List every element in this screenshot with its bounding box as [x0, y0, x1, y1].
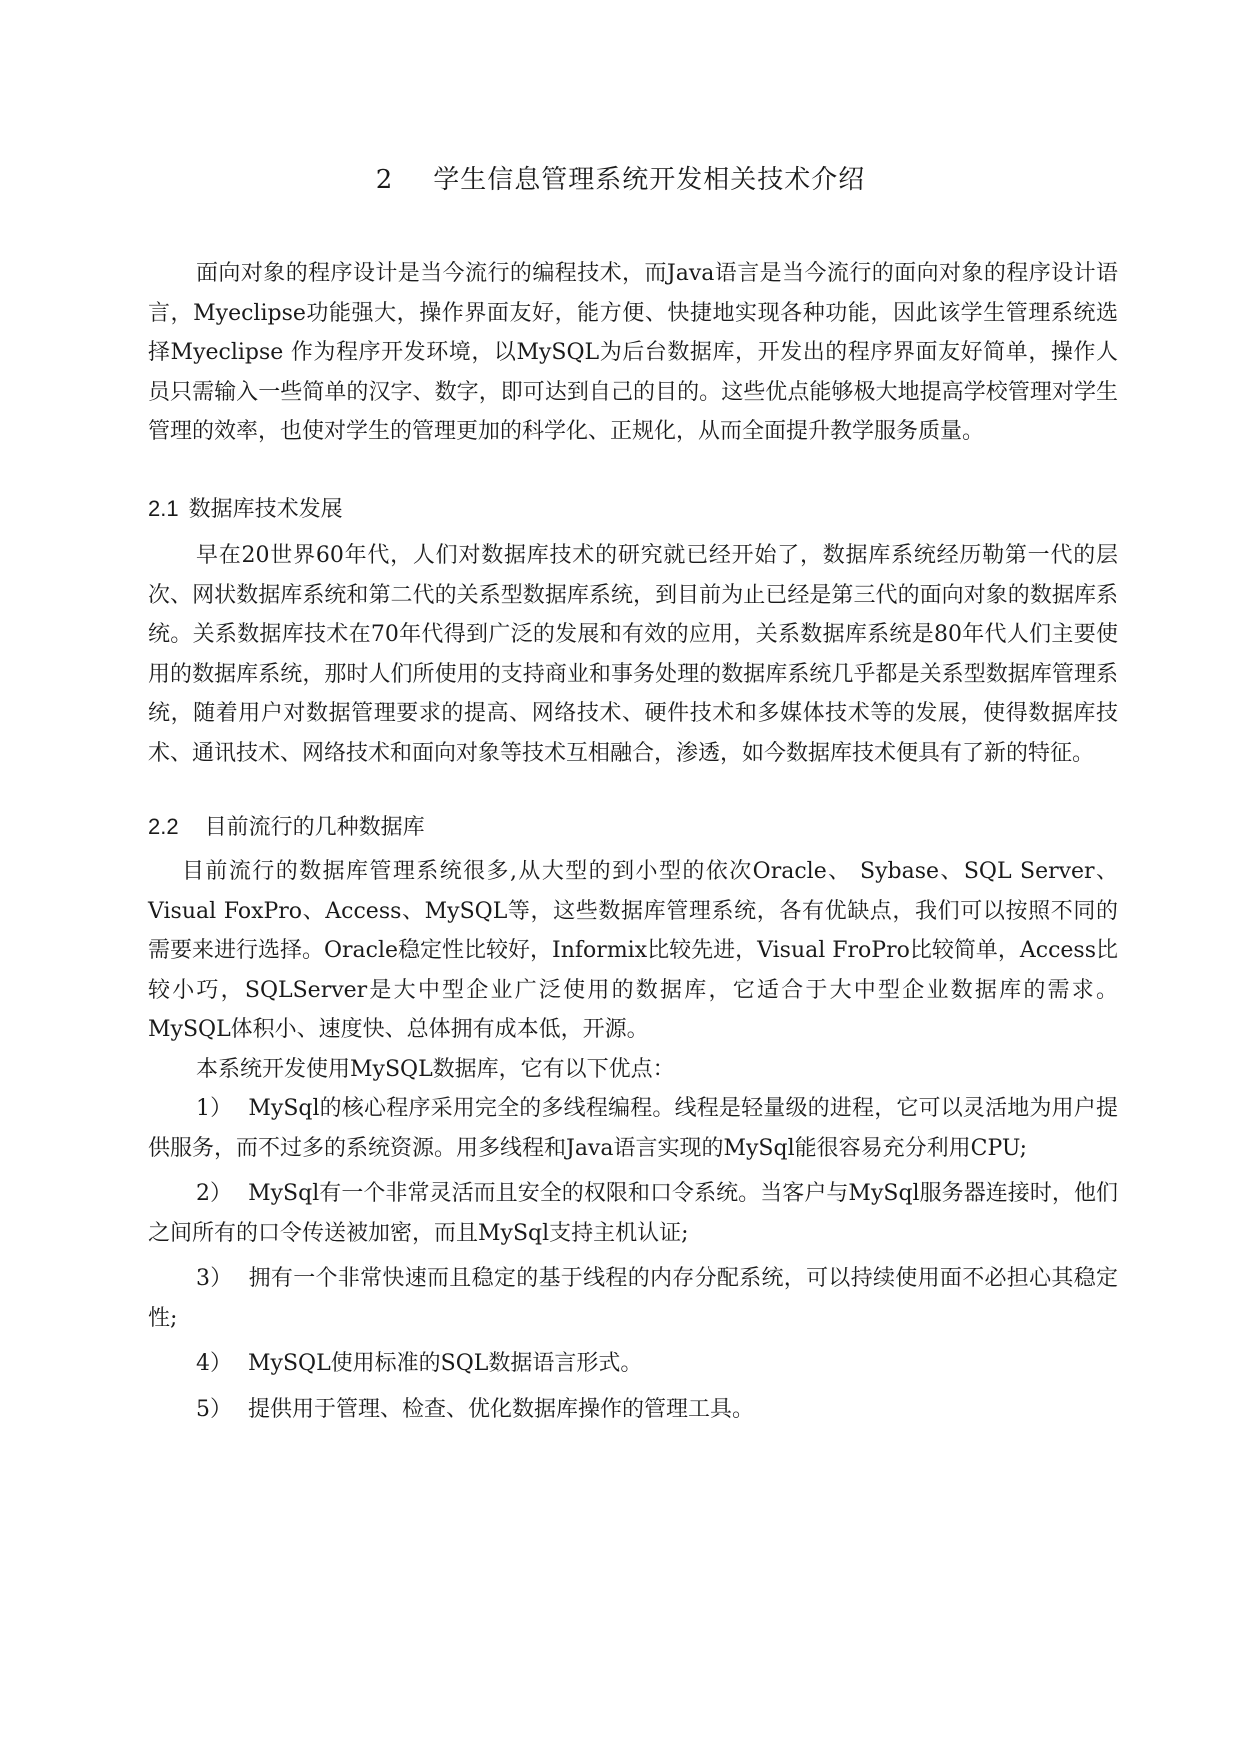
- list-item: [148, 1390, 1118, 1430]
- section-heading-2-2: [148, 812, 425, 842]
- list-marker: 2）: [196, 1181, 233, 1206]
- chapter-title-text: 学生信息管理系统开发相关技术介绍: [433, 165, 866, 195]
- section-number: 2.2: [148, 814, 179, 839]
- list-text: MySQL使用标准的SQL数据语言形式。: [248, 1351, 643, 1376]
- intro-paragraph: 面向对象的程序设计是当今流行的编程技术，而Java语言是当今流行的面向对象的程序设计语言，Myeclipse功能强大，操作界面友好，能方便、快捷地实现各种功能，因此该学生管理系统选择Myeclipse 作为程序开发环境，以MySQL为后台数据库，开发出的程序界面友好简单，操作人员只需输入一些简单的汉字、数字，即可达到自己的目的。这些优点能够极大地提高学校管理对学生管理的效率，也使对学生的管理更加的科学化、正规化，从而全面提升教学服务质量。: [148, 261, 1118, 444]
- list-text: 拥有一个非常快速而且稳定的基于线程的内存分配系统，可以持续使用面不必担心其稳定性;: [148, 1266, 1118, 1331]
- list-marker: 4）: [196, 1351, 232, 1376]
- list-text: 提供用于管理、检查、优化数据库操作的管理工具。: [248, 1396, 755, 1422]
- section-heading-2-1: [148, 494, 343, 524]
- section-2-1-block: [148, 536, 1118, 773]
- list-item: [148, 1089, 1118, 1168]
- section-title: 目前流行的几种数据库: [204, 814, 425, 839]
- list-item: [148, 1344, 1118, 1384]
- list-text: MySql有一个非常灵活而且安全的权限和口令系统。当客户与MySql服务器连接时，他们之间所有的口令传送被加密，而且MySql支持主机认证;: [148, 1181, 1118, 1246]
- section-2-1-paragraph: 早在20世界60年代，人们对数据库技术的研究就已经开始了，数据库系统经历勒第一代的层次、网状数据库系统和第二代的关系型数据库系统，到目前为止已经是第三代的面向对象的数据库系统。关系数据库技术在70年代得到广泛的发展和有效的应用，关系数据库系统是80年代人们主要使用的数据库系统，那时人们所使用的支持商业和事务处理的数据库系统几乎都是关系型数据库管理系统，随着用户对数据管理要求的提高、网络技术、硬件技术和多媒体技术等的发展，使得数据库技术、通讯技术、网络技术和面向对象等技术互相融合，渗透，如今数据库技术便具有了新的特征。: [148, 543, 1118, 766]
- list-marker: 3）: [196, 1266, 233, 1291]
- chapter-title: [0, 162, 1241, 198]
- intro-block: [148, 254, 1118, 452]
- list-marker: 5）: [196, 1396, 232, 1422]
- list-item: [148, 1174, 1118, 1253]
- section-2-2-block: [148, 852, 1118, 1429]
- section-2-2-lead: 本系统开发使用MySQL数据库，它有以下优点：: [196, 1056, 675, 1082]
- section-number: 2.1: [148, 496, 179, 521]
- section-2-2-paragraph: 目前流行的数据库管理系统很多,从大型的到小型的依次Oracle、 Sybase、SQL Server、Visual FoxPro、Access、MySQL等，这些数据库管理系统，各有优缺点，我们可以按照不同的需要来进行选择。Oracle稳定性比较好，Informix比较先进，Visual FroPro比较简单，Access比较小巧，SQLServer是大中型企业广泛使用的数据库，它适合于大中型企业数据库的需求。MySQL体积小、速度快、总体拥有成本低，开源。: [148, 859, 1118, 1042]
- chapter-number: 2: [375, 165, 394, 195]
- list-text: MySql的核心程序采用完全的多线程编程。线程是轻量级的进程，它可以灵活地为用户提供服务，而不过多的系统资源。用多线程和Java语言实现的MySql能很容易充分利用CPU;: [148, 1096, 1118, 1161]
- list-marker: 1）: [196, 1096, 233, 1121]
- list-item: [148, 1259, 1118, 1338]
- section-title: 数据库技术发展: [188, 496, 343, 521]
